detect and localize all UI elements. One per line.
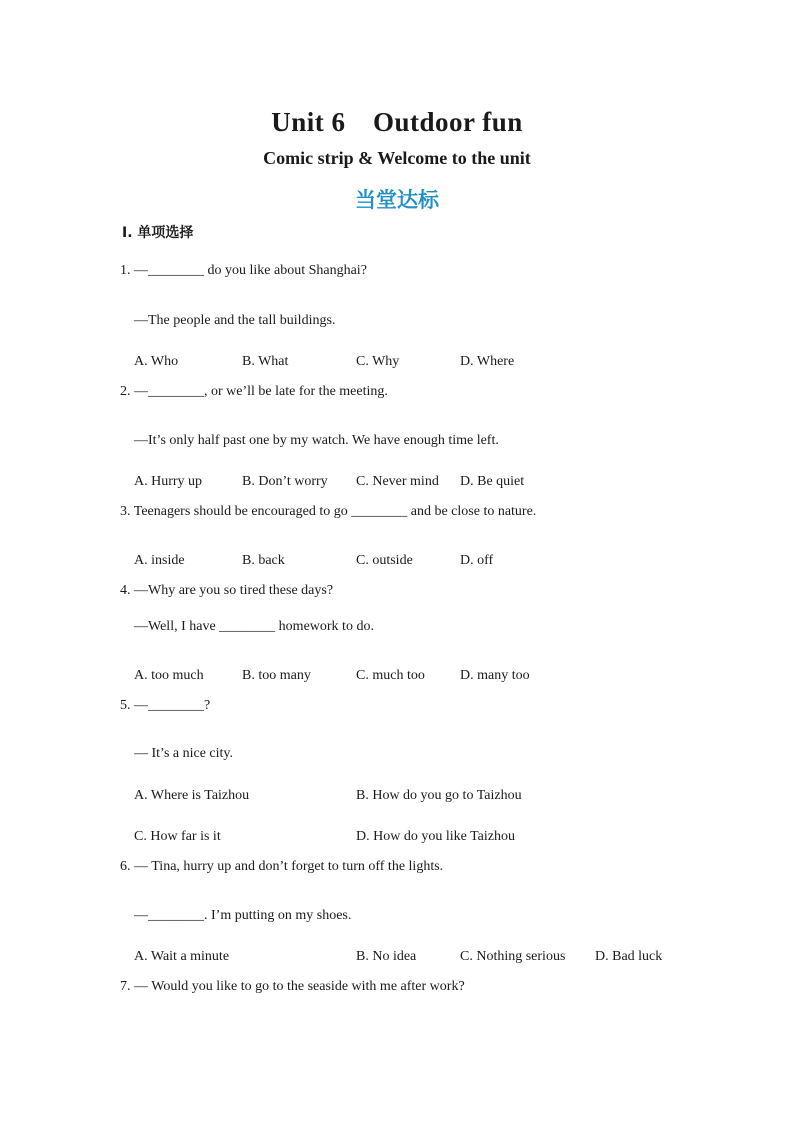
question-reply: —The people and the tall buildings.	[134, 313, 336, 328]
question-stem: 6. — Tina, hurry up and don’t forget to turn off the lights.	[120, 859, 444, 874]
option-a: A. too much	[134, 668, 204, 683]
option-b: B. No idea	[356, 949, 417, 964]
option-c: C. much too	[356, 668, 425, 683]
option-a: A. Who	[134, 354, 179, 369]
option-c: C. How far is it	[134, 829, 221, 844]
question-stem: 2. —________, or we’ll be late for the meeting.	[120, 384, 388, 399]
option-d: D. many too	[460, 668, 530, 683]
option-b: B. too many	[242, 668, 311, 683]
option-a: A. Wait a minute	[134, 949, 230, 964]
option-c: C. Never mind	[356, 474, 439, 489]
option-d: D. Be quiet	[460, 474, 525, 489]
question-stem: 5. —________?	[120, 698, 211, 713]
option-b: B. Don’t worry	[242, 474, 328, 489]
option-c: C. outside	[356, 553, 413, 568]
option-d: D. Where	[460, 354, 515, 369]
option-a: A. Hurry up	[134, 474, 203, 489]
option-c: C. Why	[356, 354, 400, 369]
question-stem: 1. —________ do you like about Shanghai?	[120, 263, 367, 278]
question-stem: 3. Teenagers should be encouraged to go ________ and be close to nature.	[120, 504, 537, 519]
option-d: D. How do you like Taizhou	[356, 829, 515, 844]
question-reply: —Well, I have ________ homework to do.	[134, 619, 374, 634]
option-b: B. How do you go to Taizhou	[356, 788, 522, 803]
section-heading: Ⅰ. 单项选择	[122, 225, 194, 241]
option-d: D. off	[460, 553, 494, 568]
question-stem: 7. — Would you like to go to the seaside with me after work?	[120, 979, 465, 994]
page-title: Unit 6 Outdoor fun	[271, 107, 523, 137]
question-stem: 4. —Why are you so tired these days?	[120, 583, 334, 598]
option-c: C. Nothing serious	[460, 949, 566, 964]
question-reply: —It’s only half past one by my watch. We have enough time left.	[134, 433, 499, 448]
page-subtitle: Comic strip & Welcome to the unit	[263, 148, 531, 168]
option-a: A. Where is Taizhou	[134, 788, 250, 803]
option-b: B. What	[242, 354, 289, 369]
question-reply: — It’s a nice city.	[134, 746, 234, 761]
option-b: B. back	[242, 553, 285, 568]
practice-banner: 当堂达标	[355, 188, 439, 212]
option-a: A. inside	[134, 553, 185, 568]
option-d: D. Bad luck	[595, 949, 663, 964]
question-reply: —________. I’m putting on my shoes.	[134, 908, 352, 923]
